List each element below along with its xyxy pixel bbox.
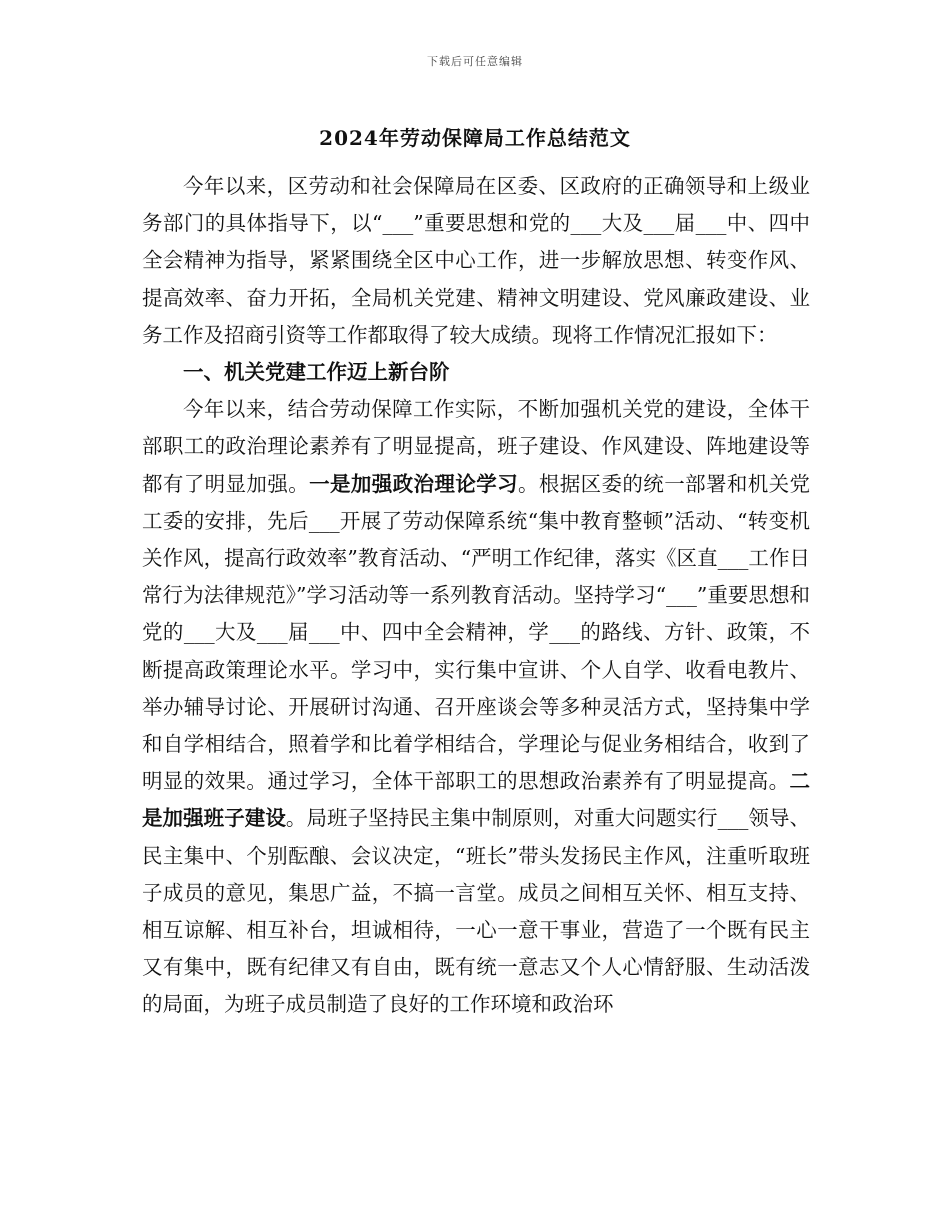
section-paragraph [142,391,810,1023]
page-header-note: 下载后可任意编辑 [427,55,523,68]
emphasis-text: 二是加强班子建设 [142,769,810,831]
paragraph-text: 今年以来，结合劳动保障工作实际，不断加强机关党的建设，全体干部职工的政治理论素养有了明显提高，班子建设、作风建设、阵地建设等都有了明显加强。 [142,397,810,496]
intro-paragraph: 今年以来，区劳动和社会保障局在区委、区政府的正确领导和上级业务部门的具体指导下，以“___”重要思想和党的___大及___届___中、四中全会精神为指导，紧紧围绕全区中心工作，进一步解放思想、转变作风、提高效率、奋力开拓，全局机关党建、精神文明建设、党风廉政建设、业务工作及招商引资等工作都取得了较大成绩。现将工作情况汇报如下： [142,174,810,347]
section-heading: 一、机关党建工作迈上新台阶 [183,360,450,385]
paragraph-text: 。根据区委的统一部署和机关党工委的安排，先后___开展了劳动保障系统“集中教育整顿”活动、“转变机关作风，提高行政效率”教育活动、“严明工作纪律，落实《区直___工作日常行为法律规范》”学习活动等一系列教育活动。坚持学习“___”重要思想和党的___大及___届___中、四中全会精神，学___的路线、方针、政策，不断提高政策理论水平。学习中，实行集中宣讲、个人自学、收看电教片、举办辅导讨论、开展研讨沟通、召开座谈会等多种灵活方式，坚持集中学和自学相结合，照着学和比着学相结合，学理论与促业务相结合，收到了明显的效果。通过学习，全体干部职工的思想政治素养有了明显提高。 [142,471,811,794]
document-title: 2024年劳动保障局工作总结范文 [319,126,631,150]
document-body [142,168,810,1024]
emphasis-text: 一是加强政治理论学习 [309,471,518,496]
paragraph-text: 。局班子坚持民主集中制原则，对重大问题实行___领导、民主集中、个别酝酿、会议决定，“班长”带头发扬民主作风，注重听取班子成员的意见，集思广益，不搞一言堂。成员之间相互关怀、相互支持、相互谅解、相互补台，坦诚相待，一心一意干事业，营造了一个既有民主又有集中，既有纪律又有自由，既有统一意志又个人心情舒服、生动活泼的局面，为班子成员制造了良好的工作环境和政治环 [142,806,811,1017]
